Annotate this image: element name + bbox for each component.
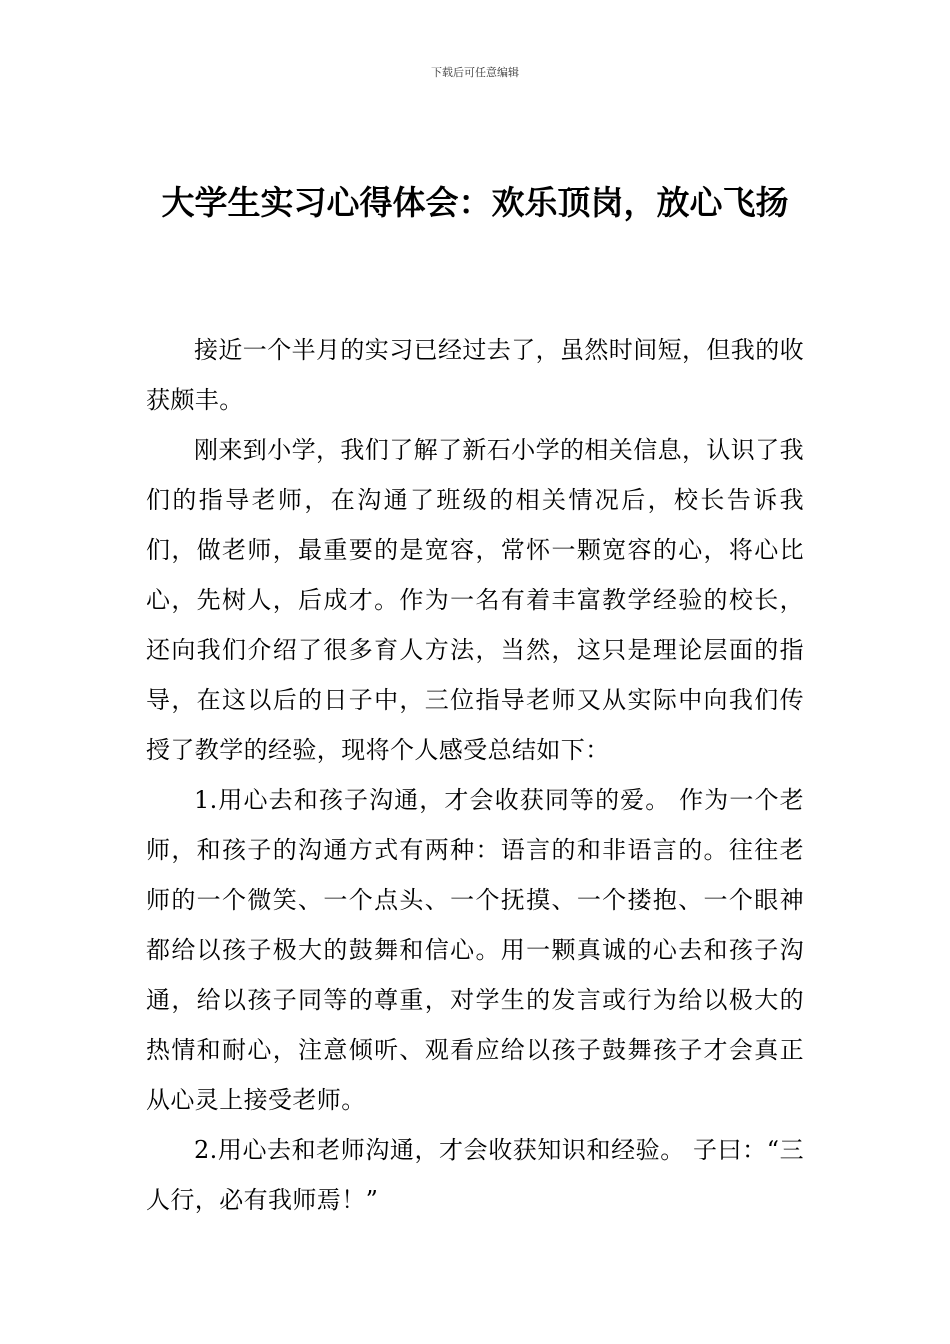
- paragraph-school: 刚来到小学，我们了解了新石小学的相关信息，认识了我们的指导老师，在沟通了班级的相关情况后，校长告诉我们，做老师，最重要的是宽容，常怀一颗宽容的心，将心比心，先树人，后成才。作为一名有着丰富教学经验的校长，还向我们介绍了很多育人方法，当然，这只是理论层面的指导，在这以后的日子中，三位指导老师又从实际中向我们传授了教学的经验，现将个人感受总结如下：: [146, 436, 804, 764]
- document-title: 大学生实习心得体会：欢乐顶岗，放心飞扬: [161, 183, 789, 222]
- paragraph-point-1: 1.用心去和孩子沟通，才会收获同等的爱。 作为一个老师，和孩子的沟通方式有两种：语言的和非语言的。往往老师的一个微笑、一个点头、一个抚摸、一个搂抱、一个眼神都给以孩子极大的鼓舞和信心。用一颗真诚的心去和孩子沟通，给以孩子同等的尊重，对学生的发言或行为给以极大的热情和耐心，注意倾听、观看应给以孩子鼓舞孩子才会真正从心灵上接受老师。: [146, 786, 804, 1114]
- paragraph-point-2: 2.用心去和老师沟通，才会收获知识和经验。 子曰：“三人行，必有我师焉！”: [146, 1136, 804, 1214]
- paragraph-intro: 接近一个半月的实习已经过去了，虽然时间短，但我的收获颇丰。: [146, 336, 804, 414]
- document-body: [146, 325, 804, 1225]
- header-note: 下载后可任意编辑: [431, 66, 519, 79]
